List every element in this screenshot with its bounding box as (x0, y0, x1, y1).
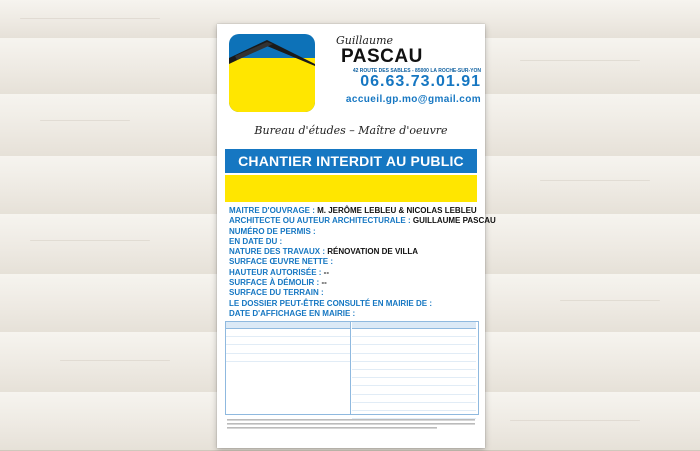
table-row (352, 362, 476, 370)
table-header (226, 322, 350, 329)
info-row: LE DOSSIER PEUT-ÊTRE CONSULTÉ EN MAIRIE DE : (229, 298, 432, 308)
info-row: SURFACE À DÉMOLIR : -- (229, 278, 327, 288)
bureau-subtitle: Bureau d'études – Maître d'oeuvre (254, 124, 448, 137)
table-row (352, 378, 476, 386)
table-row (352, 386, 476, 394)
project-info-list (229, 206, 496, 319)
legal-footnote (227, 417, 475, 438)
info-row: NATURE DES TRAVAUX : RÉNOVATION DE VILLA (229, 247, 419, 257)
table-column-left (226, 322, 351, 414)
info-row: EN DATE DU : (229, 236, 283, 246)
table-row (352, 403, 476, 411)
table-row (352, 370, 476, 378)
email-address: accueil.gp.mo@gmail.com (345, 94, 481, 105)
contractors-table (225, 321, 479, 415)
table-column-right (352, 322, 476, 414)
info-row: ARCHITECTE OU AUTEUR ARCHITECTURALE : GUILLAUME PASCAU (229, 216, 496, 226)
table-row (352, 395, 476, 403)
brand-script-name: Guillaume (336, 34, 394, 47)
table-row (352, 329, 476, 337)
notice-banner: CHANTIER INTERDIT AU PUBLIC (225, 149, 477, 173)
house-roof-logo (229, 34, 315, 112)
table-row (352, 354, 476, 362)
table-row (352, 345, 476, 353)
phone-number: 06.63.73.01.91 (360, 73, 481, 90)
footnote-lines (227, 417, 475, 437)
yellow-stripe (225, 175, 477, 202)
table-header (352, 322, 476, 329)
table-row (226, 337, 350, 345)
roof-icon (229, 34, 315, 112)
info-row: MAITRE D'OUVRAGE : M. JERÔME LEBLEU & NICOLAS LEBLEU (229, 206, 477, 215)
info-row: NUMÉRO DE PERMIS : (229, 226, 316, 236)
site-notice-poster (217, 24, 496, 448)
table-row (226, 345, 350, 353)
table-row (226, 354, 350, 362)
address-text: 42 ROUTE DES SABLES - 85000 LA ROCHE-SUR-YON (352, 68, 481, 74)
table-row (352, 337, 476, 345)
info-row: HAUTEUR AUTORISÉE : -- (229, 267, 329, 277)
info-row: SURFACE DU TERRAIN : (229, 288, 324, 298)
info-row: SURFACE ŒUVRE NETTE : (229, 257, 334, 267)
info-row: DATE D'AFFICHAGE EN MAIRIE : (229, 308, 356, 318)
table-row (226, 329, 350, 337)
brand-caps-name: PASCAU (341, 46, 423, 67)
